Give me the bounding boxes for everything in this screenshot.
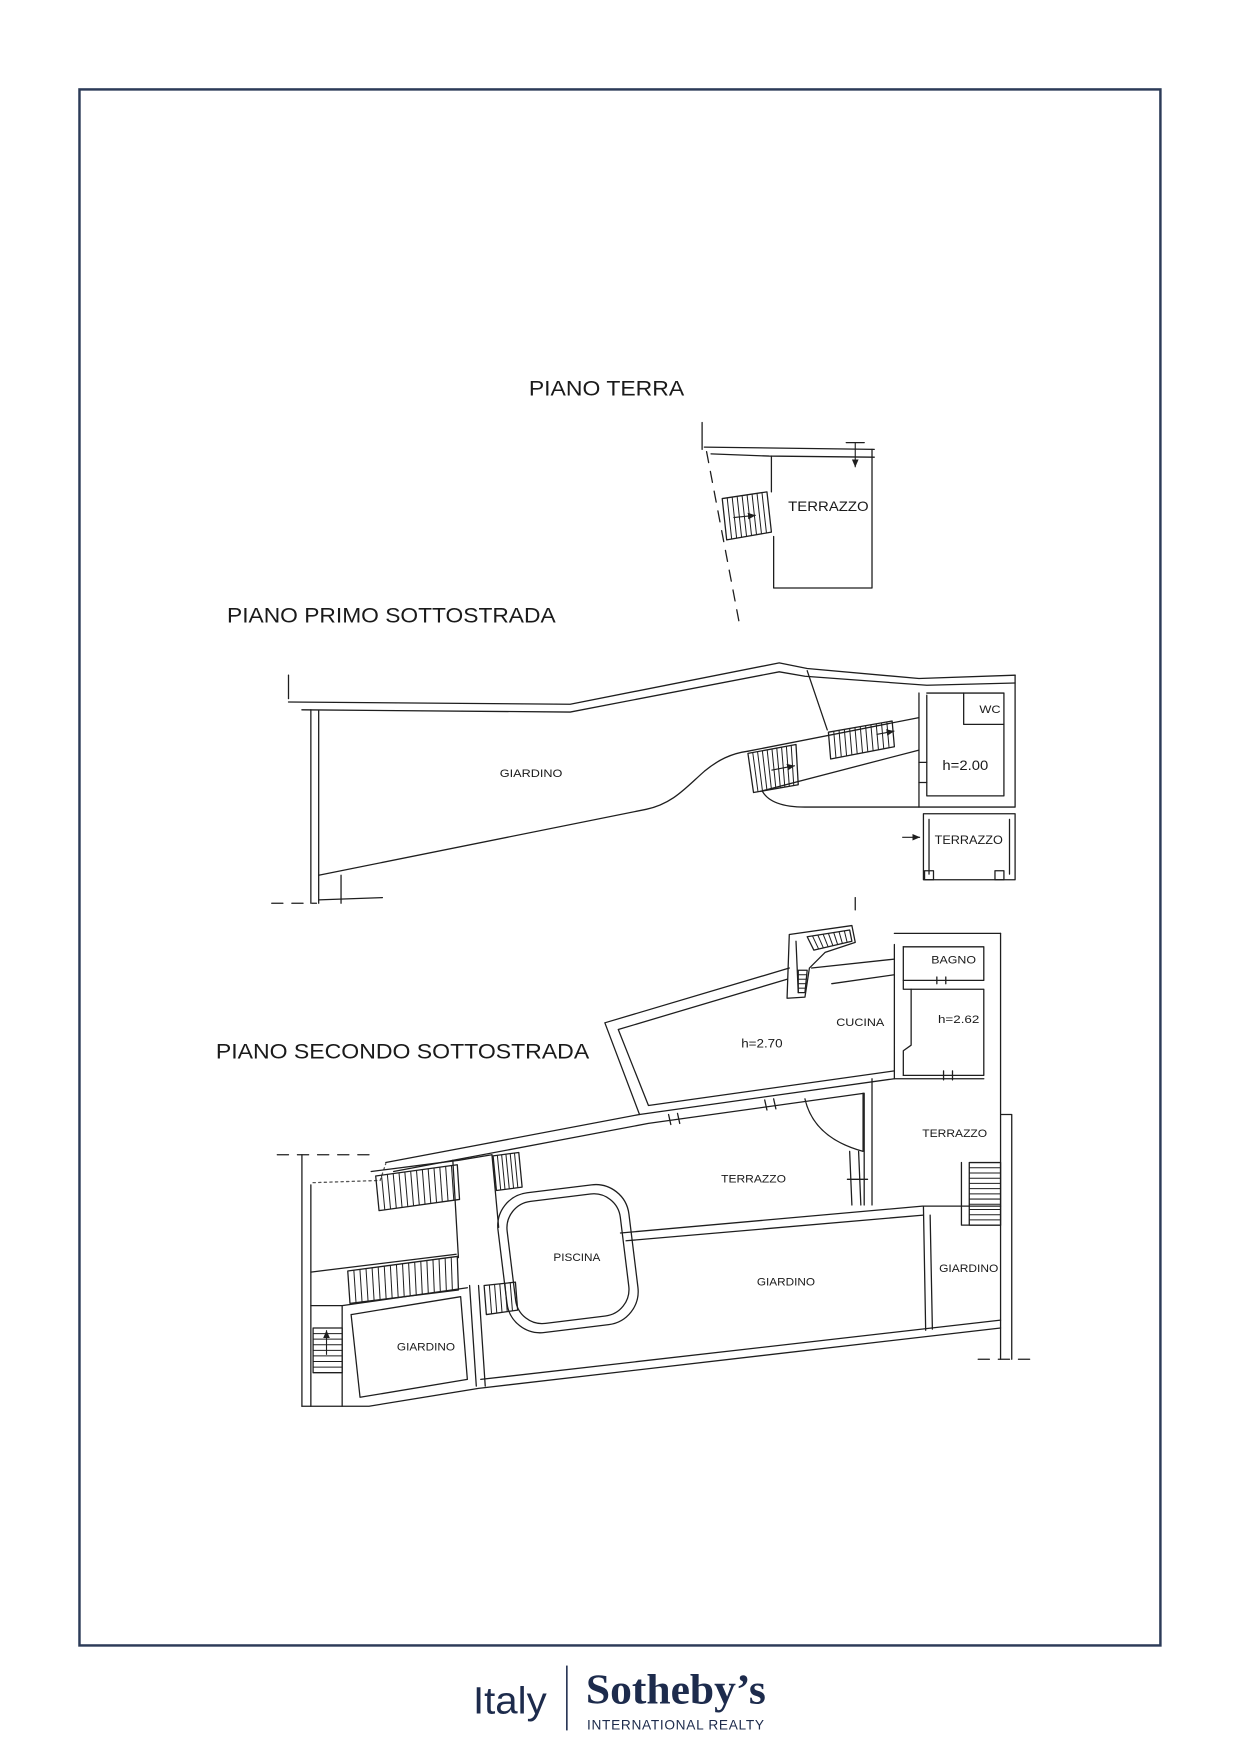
room-walls: [919, 675, 1015, 807]
floor-piano-primo-sottostrada: [227, 605, 1015, 904]
stair-tread: [782, 747, 785, 787]
stair-tread: [834, 731, 836, 758]
stair-tread: [812, 936, 818, 949]
door-opening: [919, 762, 927, 782]
stair-tread: [434, 1168, 437, 1203]
brand-logo: [473, 1666, 766, 1733]
stair-tread: [366, 1269, 368, 1302]
stair-tread: [834, 933, 838, 945]
stair-tread: [416, 1170, 419, 1205]
room-label-terrazzo: TERRAZZO: [788, 498, 869, 514]
central-walls: [453, 1155, 499, 1386]
room-height-label: h=2.62: [937, 1013, 980, 1026]
stair-tread: [421, 1261, 422, 1294]
stair-tread: [876, 724, 878, 750]
floor-title-piano-primo: PIANO PRIMO SOTTOSTRADA: [227, 604, 557, 628]
stair-tread: [445, 1258, 446, 1291]
room-label-terrazzo-right: TERRAZZO: [922, 1127, 988, 1140]
stair-tread: [757, 493, 761, 533]
stair-tread: [786, 746, 789, 786]
diagonal-wall: [807, 671, 827, 730]
stair-tread: [871, 725, 873, 751]
stair-tread: [882, 723, 884, 749]
stair-tread: [514, 1153, 517, 1188]
stair-tread: [752, 494, 756, 535]
floor-title-piano-terra: PIANO TERRA: [528, 377, 686, 401]
stair-tread: [360, 1269, 362, 1302]
stairs: [748, 744, 798, 792]
stair-tread: [382, 1175, 385, 1210]
stair-tread: [409, 1263, 411, 1296]
left-wall: [302, 1155, 311, 1407]
stairs: [969, 1163, 1000, 1226]
garden-top-wall: [621, 1206, 1001, 1241]
stair-tread: [823, 934, 828, 947]
stair-tread: [887, 722, 889, 748]
logo-brand-text: Sotheby’s: [585, 1666, 766, 1714]
stair-tread: [440, 1167, 442, 1202]
stair-tread: [777, 748, 781, 788]
bottom-wall: [319, 898, 383, 900]
stair-outline: [748, 744, 798, 792]
stairs: [828, 721, 894, 759]
stair-tread: [384, 1266, 386, 1299]
stairs: [807, 930, 852, 950]
room-label-piscina: PISCINA: [553, 1251, 601, 1264]
stair-tread: [495, 1284, 497, 1313]
stair-tread: [393, 1174, 396, 1209]
stair-direction-arrow: [876, 731, 894, 734]
stair-band-wall: [311, 1254, 456, 1305]
stair-tread: [860, 727, 862, 753]
stair-tread: [844, 931, 847, 942]
stair-tread: [502, 1155, 505, 1190]
stair-tread: [758, 752, 763, 791]
stair-tread: [510, 1283, 512, 1311]
stair-tread: [818, 935, 824, 948]
stairs: [484, 1282, 518, 1314]
stair-tread: [411, 1171, 414, 1206]
stair-tread: [762, 751, 767, 790]
floor-title-piano-secondo: PIANO SECONDO SOTTOSTRADA: [215, 1040, 591, 1064]
room-height-label: h=2.00: [942, 758, 989, 774]
room-height-label: h=2.70: [741, 1036, 783, 1051]
room-label-wc: WC: [979, 704, 1001, 717]
stair-tread: [489, 1285, 491, 1314]
terrace-pillar: [995, 871, 1004, 880]
stair-tread: [506, 1154, 509, 1189]
bottom-boundary-wall: [302, 1320, 1001, 1406]
top-left-dotted-line: [313, 1164, 386, 1183]
stairs: [313, 1328, 342, 1373]
kitchen-top-walls: [812, 959, 895, 984]
stair-tread: [439, 1259, 440, 1292]
stair-top-wall: [371, 1155, 492, 1172]
floor-piano-secondo-sottostrada: [216, 898, 1034, 1407]
stair-tread: [354, 1270, 356, 1302]
stair-tread: [390, 1265, 392, 1298]
stair-tread: [451, 1257, 452, 1290]
main-room-outer-walls: [605, 968, 984, 1114]
room-label-giardino-left: GIARDINO: [396, 1341, 456, 1354]
stair-tower-walls: [787, 926, 855, 999]
stair-tread: [422, 1170, 425, 1205]
stairs: [493, 1152, 522, 1190]
stair-tread: [497, 1155, 500, 1190]
room-label-giardino: GIARDINO: [499, 767, 563, 780]
stair-tread: [399, 1173, 402, 1208]
stairs: [798, 970, 807, 992]
stair-tread: [500, 1284, 502, 1313]
side-room-walls: [903, 989, 983, 1075]
stair-tread: [747, 495, 751, 536]
stair-tread: [753, 753, 758, 792]
stair-tread: [866, 726, 868, 752]
stair-tread: [762, 493, 766, 533]
right-outer-wall: [1001, 933, 1012, 1359]
terrace-walls: [771, 449, 872, 588]
stair-tread: [446, 1166, 448, 1201]
stair-tread: [828, 933, 832, 945]
room-label-cucina: CUCINA: [836, 1017, 885, 1030]
stair-tread: [433, 1260, 434, 1293]
room-label-terrazzo: TERRAZZO: [934, 832, 1003, 847]
stair-tread: [727, 498, 731, 539]
stair-tread: [839, 932, 842, 944]
logo-region-text: Italy: [472, 1680, 547, 1723]
stair-tread: [396, 1265, 398, 1298]
page-frame: [79, 89, 1160, 1645]
stair-outline: [798, 970, 807, 992]
room-label-giardino-right: GIARDINO: [939, 1263, 999, 1276]
room-label-bagno: BAGNO: [931, 954, 977, 967]
stair-tread: [378, 1267, 380, 1300]
stair-tread: [850, 728, 852, 754]
terrace-top-wall: [704, 447, 874, 457]
stair-tread: [427, 1260, 428, 1293]
door-opening: [937, 977, 953, 1080]
stair-tread: [839, 730, 841, 757]
stair-tread: [415, 1262, 417, 1295]
stair-tread: [405, 1172, 408, 1207]
logo-tagline-text: INTERNATIONAL REALTY: [586, 1717, 765, 1733]
boundary-dashed-line: [707, 452, 739, 622]
stair-tread: [403, 1264, 405, 1297]
floor-piano-terra: [529, 378, 874, 622]
garden-right-partition: [923, 1206, 932, 1330]
stair-tread: [428, 1169, 431, 1204]
stair-tread: [372, 1268, 374, 1301]
stair-tread: [510, 1154, 513, 1189]
room-label-terrazzo-main: TERRAZZO: [721, 1173, 787, 1186]
stair-tread: [767, 750, 771, 790]
room-label-giardino-main: GIARDINO: [756, 1276, 816, 1289]
stairs: [376, 1165, 460, 1211]
stair-tread: [772, 749, 776, 789]
partition-walls: [894, 945, 911, 1079]
door-swing-arc: [805, 1093, 863, 1151]
stair-tread: [844, 729, 846, 756]
stair-tread: [855, 728, 857, 754]
stair-tread: [387, 1174, 390, 1209]
